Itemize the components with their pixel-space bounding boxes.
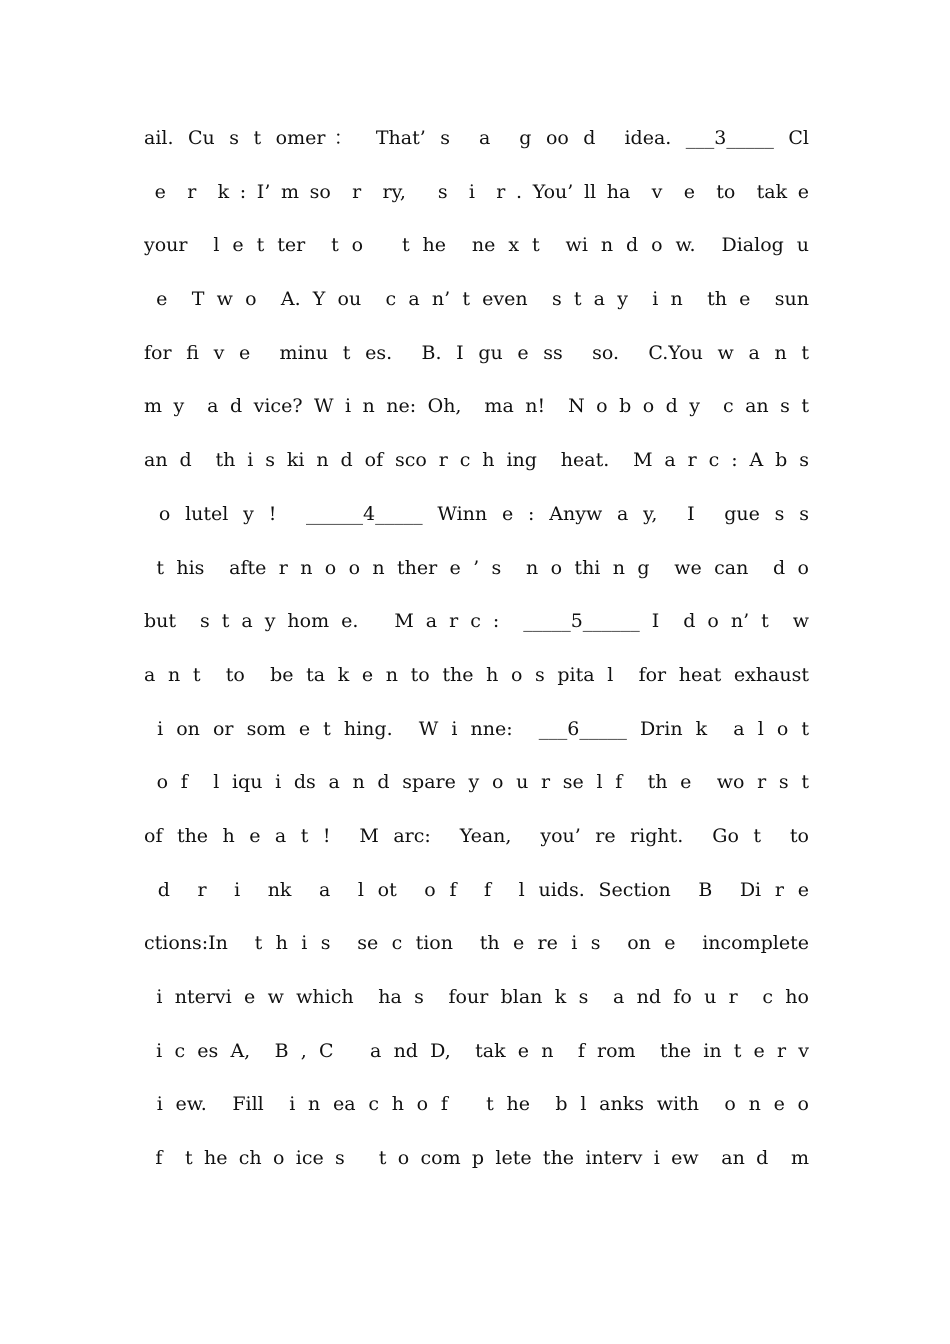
text-line: d r i nk a l ot o f f l uids. Section B Di r e — [144, 878, 809, 901]
text-line: your l e t ter t o t he ne x t wi n d o w. Dialog u — [144, 234, 809, 257]
text-line: for fi v e minu t es. B. I gu e ss so. C.You w a n t — [144, 341, 809, 364]
text-line: o f l iqu i ds a n d spare y o u r se l f th e wo r s t — [144, 771, 809, 794]
text-line: an d th i s ki n d of sco r c h ing heat. M a r c : A b s — [144, 449, 809, 472]
text-line: i c es A, B , C a nd D, tak e n f rom the in t e r v — [144, 1039, 809, 1062]
text-line: but s t a y hom e. M a r c : _____5______ I d o n’ t w — [144, 610, 809, 633]
text-line: m y a d vice? W i n ne: Oh, ma n! N o b o d y c an s t — [144, 395, 809, 418]
text-line: e T w o A. Y ou c a n’ t even s t a y i n th e sun — [144, 288, 809, 311]
text-line: a n t to be ta k e n to the h o s pita l for heat exhaust — [144, 663, 809, 686]
text-line: o lutel y ! ______4_____ Winn e : Anyw a y, I gue s s — [144, 502, 809, 525]
text-line: ail. Cu s t omer： That’ s a g oo d idea. ___3_____ Cl — [144, 127, 809, 149]
text-line: i ntervi e w which ha s four blan k s a nd fo u r c ho — [144, 986, 809, 1008]
text-line: of the h e a t ! M arc: Yean, you’ re right. Go t to — [144, 824, 809, 847]
text-line: e r k : I’ m so r ry, s i r . You’ ll ha v e to tak e — [144, 180, 809, 203]
text-line: i ew. Fill i n ea c h o f t he b l anks with o n e o — [144, 1093, 809, 1116]
body-text — [144, 116, 809, 1190]
text-line: i on or som e t hing. W i nne: ___6_____ Drin k a l o t — [144, 717, 809, 740]
text-line: t his afte r n o o n ther e ’ s n o thi n g we can d o — [144, 556, 809, 579]
text-line: f t he ch o ice s t o com p lete the interv i ew an d m — [144, 1147, 809, 1170]
text-line: ctions:In t h i s se c tion th e re i s on e incomplete — [144, 932, 809, 955]
